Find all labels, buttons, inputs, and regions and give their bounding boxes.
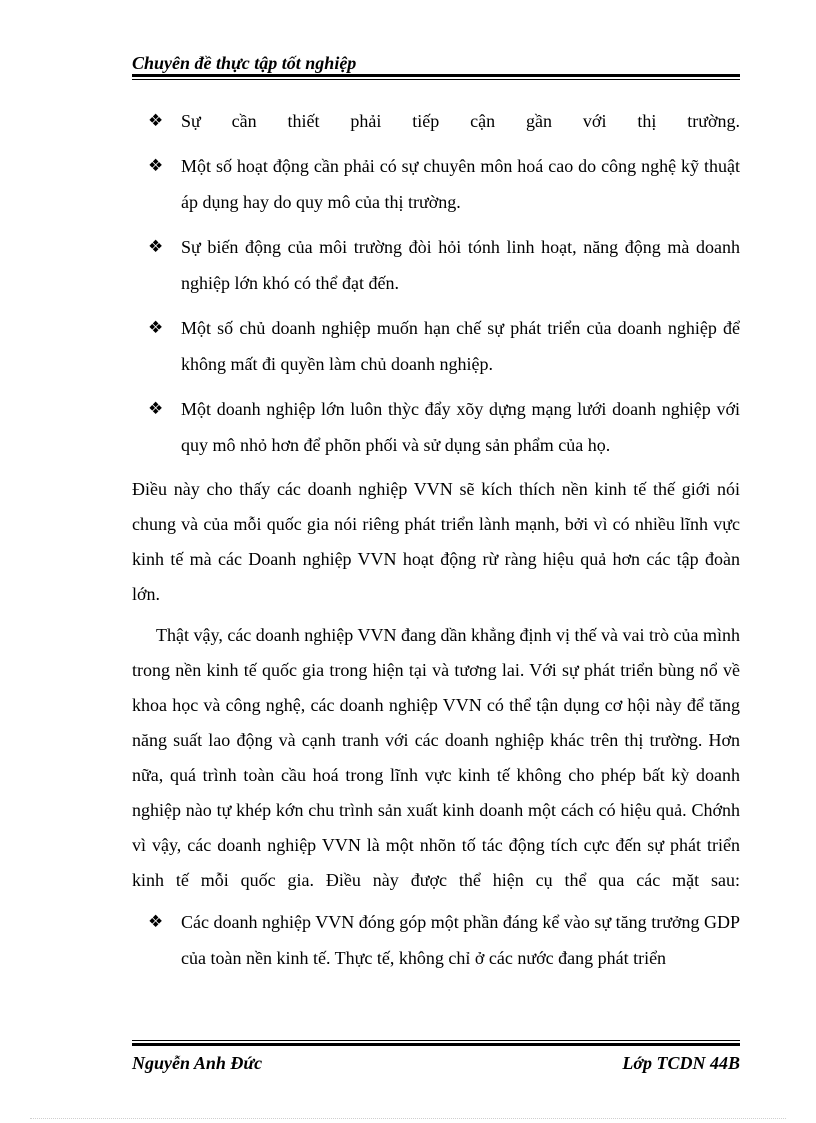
footer-class: Lớp TCDN 44B (622, 1053, 740, 1073)
bullet-text: Một doanh nghiệp lớn luôn thỳc đẩy xõy dựng mạng lưới doanh nghiệp với quy mô nhỏ hơn để phõn phối và sử dụng sản phẩm của họ. (181, 399, 740, 455)
bullet-item (132, 391, 740, 463)
bullet-item (132, 103, 740, 139)
diamond-bullet-icon: ❖ (148, 111, 164, 131)
body-paragraph: Điều này cho thấy các doanh nghiệp VVN sẽ kích thích nền kinh tế thế giới nói chung và của mỗi quốc gia nói riêng phát triển lành mạnh, bởi vì có nhiều lĩnh vực kinh tế mà các Doanh nghiệp VVN hoạt động rừ ràng hiệu quả hơn các tập đoàn lớn. (132, 479, 740, 604)
footer-author: Nguyễn Anh Đức (132, 1053, 263, 1073)
bullet-item (132, 904, 740, 976)
page-body (132, 103, 740, 985)
bullet-text: Sự biến động của môi trường đòi hỏi tónh linh hoạt, năng động mà doanh nghiệp lớn khó có thể đạt đến. (181, 237, 740, 293)
bullet-text: Sự cần thiết phải tiếp cận gần với thị trường. (181, 111, 740, 131)
bullet-item (132, 229, 740, 301)
body-paragraph: Thật vậy, các doanh nghiệp VVN đang dần khẳng định vị thế và vai trò của mình trong nền kinh tế quốc gia trong hiện tại và tương lai. Với sự phát triển bùng nổ về khoa học và công nghệ, các doanh nghiệp VVN có thể tận dụng cơ hội này để tăng năng suất lao động và cạnh tranh với các doanh nghiệp khác trên thị trường. Hơn nữa, quá trình toàn cầu hoá trong lĩnh vực kinh tế không cho phép bất kỳ doanh nghiệp nào tự khép kớn chu trình sản xuất kinh doanh một cách có hiệu quả. Chớnh vì vậy, các doanh nghiệp VVN là một nhõn tố tác động tích cực đến sự phát triển kinh tế mỗi quốc gia. Điều này được thể hiện cụ thể qua các mặt sau: (132, 625, 740, 890)
diamond-bullet-icon: ❖ (148, 399, 164, 419)
page-bottom-border (30, 1118, 786, 1119)
bullet-text: Một số hoạt động cần phải có sự chuyên môn hoá cao do công nghệ kỹ thuật áp dụng hay do quy mô của thị trường. (181, 156, 740, 212)
bullet-text: Các doanh nghiệp VVN đóng góp một phần đáng kể vào sự tăng trưởng GDP của toàn nền kinh tế. Thực tế, không chỉ ở các nước đang phát triển (181, 912, 740, 968)
diamond-bullet-icon: ❖ (148, 156, 164, 176)
header-title: Chuyên đề thực tập tốt nghiệp (132, 53, 357, 73)
diamond-bullet-icon: ❖ (148, 912, 164, 932)
page-footer (132, 1040, 740, 1074)
header-rule-thin (132, 79, 740, 80)
bullet-text: Một số chủ doanh nghiệp muốn hạn chế sự phát triển của doanh nghiệp để không mất đi quyền làm chủ doanh nghiệp. (181, 318, 740, 374)
page-header (132, 52, 740, 80)
bullet-item (132, 148, 740, 220)
footer-rule-thick (132, 1043, 740, 1046)
bullet-item (132, 310, 740, 382)
diamond-bullet-icon: ❖ (148, 237, 164, 257)
diamond-bullet-icon: ❖ (148, 318, 164, 338)
